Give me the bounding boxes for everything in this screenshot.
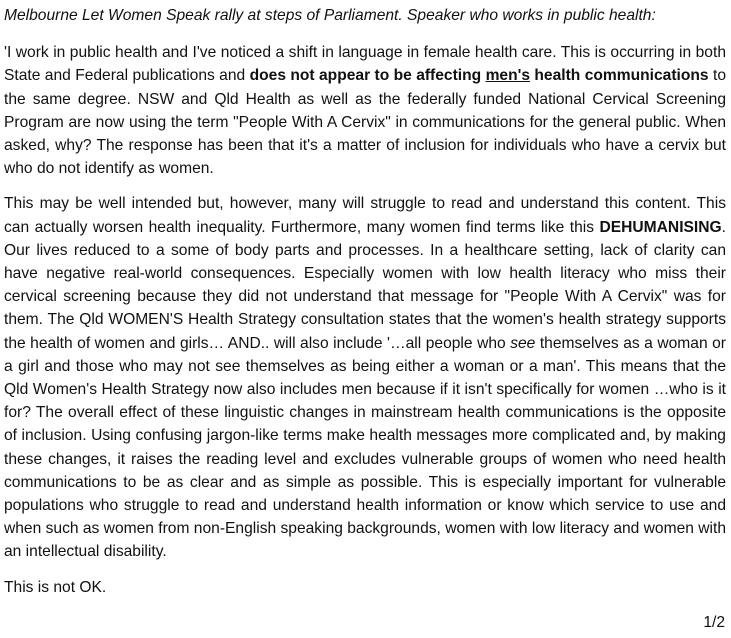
paragraph-1	[4, 41, 726, 180]
p1-bold-2: health communications	[530, 67, 709, 85]
page-number: 1/2	[703, 614, 725, 631]
p2-text-2: . Our lives reduced to a some of body parts and processes. In a healthcare setting, lack of clarity can have negative real-world consequences. Especially women with low health literacy who miss their cervical screening because they did not understand that message for "People With A Cervix" was for them. The Qld WOMEN'S Health Strategy consultation states that the women's health strategy supports the health of women and girls… AND.. will also include '…all people who	[4, 218, 726, 352]
p1-underline-mens: men's	[485, 67, 531, 85]
p2-bold-dehumanising: DEHUMANISING	[599, 218, 722, 236]
paragraph-2	[4, 192, 726, 563]
paragraph-3: This is not OK.	[4, 578, 107, 596]
document-page	[4, 4, 726, 611]
p2-text-1: This may be well intended but, however, many will struggle to read and understand this content. This can actually worsen health inequality. Furthermore, many women find terms like this	[4, 195, 726, 236]
p1-text-1: 'I work in public health and I've noticed a shift in language in female health care. This is occurring in both State and Federal publications and	[4, 44, 726, 85]
p2-italic-see: see	[510, 334, 536, 352]
p1-bold-1: does not appear to be affecting	[249, 67, 486, 85]
document-heading: Melbourne Let Women Speak rally at steps of Parliament. Speaker who works in public health:	[4, 7, 656, 24]
p1-text-2: to the same degree. NSW and Qld Health as well as the federally funded National Cervical Screening Program are now using the term "People With A Cervix" in communications for the general public. When asked, why? The response has been that it's a matter of inclusion for individuals who have a cervix but who do not identify as women.	[4, 67, 726, 178]
p2-text-3: themselves as a woman or a girl and those who may not see themselves as being either a woman or a man'. This means that the Qld Women's Health Strategy now also includes men because if it isn't specifically for women …who is it for? The overall effect of these linguistic changes in mainstream health communications is the opposite of inclusion. Using confusing jargon-like terms make health messages more complicated and, by making these changes, it raises the reading level and excludes vulnerable groups of women who need health communications to be as clear and as simple as possible. This is especially important for vulnerable populations who struggle to read and understand health information or know which service to use and when such as women from non-English speaking backgrounds, women with low literacy and women with an intellectual disability.	[4, 334, 727, 561]
